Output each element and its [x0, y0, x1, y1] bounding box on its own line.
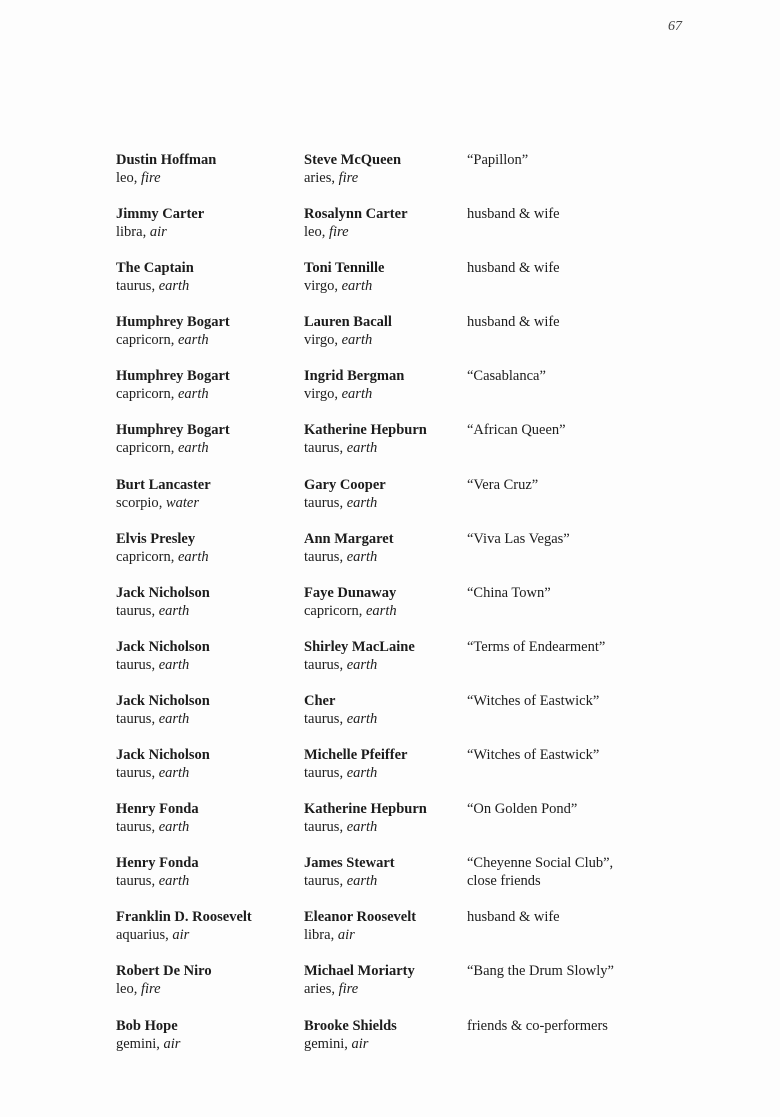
person-two-sign: virgo: [304, 278, 335, 295]
person-one-sign-line: taurus, earth: [116, 602, 190, 619]
person-one-sign-line: gemini, air: [116, 1035, 181, 1052]
person-two: [304, 1017, 464, 1053]
person-two-sign: virgo: [304, 332, 335, 349]
pair-row: [0, 962, 780, 1016]
person-one: [116, 205, 296, 241]
person-one-sign: taurus: [116, 765, 152, 782]
person-one-name: Henry Fonda: [116, 855, 199, 872]
person-two-name: Cher: [304, 692, 336, 709]
page-number: 67: [668, 19, 682, 34]
person-one: [116, 1017, 296, 1053]
person-two: [304, 854, 464, 890]
person-two-sign-line: taurus, earth: [304, 656, 378, 673]
pair-row: [0, 584, 780, 638]
person-two-sign-line: virgo, earth: [304, 278, 373, 295]
person-two-name: Shirley MacLaine: [304, 638, 415, 655]
person-two: [304, 530, 464, 566]
person-two-element: fire: [338, 170, 359, 186]
person-one-sign-line: taurus, earth: [116, 656, 190, 673]
person-one-sign-line: taurus, earth: [116, 710, 190, 727]
person-two-sign-line: gemini, air: [304, 1035, 369, 1052]
person-one-sign-line: capricorn, earth: [116, 548, 209, 565]
person-one-sign-line: taurus, earth: [116, 278, 190, 295]
person-one-sign: taurus: [116, 710, 152, 727]
person-two: [304, 800, 464, 836]
person-one-sign: scorpio: [116, 494, 159, 511]
person-two-name: Steve McQueen: [304, 152, 402, 168]
person-one-element: earth: [158, 765, 190, 782]
person-two-element: air: [337, 927, 355, 944]
relationship-note-line: husband & wife: [467, 260, 560, 277]
person-two-name: Michelle Pfeiffer: [304, 747, 408, 764]
person-one-sign: capricorn: [116, 548, 171, 565]
relationship-note-line: “Viva Las Vegas”: [467, 530, 570, 547]
person-one-sign-line: leo, fire: [116, 170, 161, 186]
relationship-note-line: friends & co-performers: [467, 1017, 608, 1034]
person-two-element: fire: [328, 224, 349, 241]
person-one-sign-line: capricorn, earth: [116, 386, 209, 403]
person-one: [116, 476, 296, 512]
person-two-sign-line: virgo, earth: [304, 386, 373, 403]
person-two-sign: libra: [304, 927, 331, 944]
person-two-sign-line: aries, fire: [304, 981, 359, 998]
person-two-name: Faye Dunaway: [304, 584, 397, 601]
pair-row: [0, 476, 780, 530]
relationship-note: [467, 1017, 767, 1035]
person-two: [304, 205, 464, 241]
person-one-sign: taurus: [116, 278, 152, 295]
person-one-sign: leo: [116, 981, 134, 998]
pair-row: [0, 746, 780, 800]
person-two-element: earth: [346, 494, 378, 511]
relationship-note: [467, 476, 767, 494]
person-one-name: Humphrey Bogart: [116, 368, 230, 385]
person-one-sign: leo: [116, 170, 134, 186]
person-one-sign-line: taurus, earth: [116, 819, 190, 836]
person-two-element: earth: [341, 386, 373, 403]
pair-row: [0, 800, 780, 854]
person-one: [116, 367, 296, 403]
person-two-name: Katherine Hepburn: [304, 422, 427, 439]
person-two-sign-line: taurus, earth: [304, 765, 378, 782]
person-one-sign-line: scorpio, water: [116, 494, 199, 511]
relationship-note-line: “Casablanca”: [467, 368, 546, 385]
person-two-sign: leo: [304, 224, 322, 241]
person-two-sign: taurus: [304, 656, 340, 673]
person-one-name: Humphrey Bogart: [116, 422, 230, 439]
person-two-sign: taurus: [304, 765, 340, 782]
relationship-note-line: “Terms of Endearment”: [467, 638, 606, 655]
relationship-note: [467, 908, 767, 926]
person-one-element: earth: [158, 710, 190, 727]
person-one-sign-line: capricorn, earth: [116, 440, 209, 457]
relationship-note: [467, 530, 767, 548]
person-two-element: earth: [346, 656, 378, 673]
pair-row: [0, 259, 780, 313]
person-two-sign-line: leo, fire: [304, 224, 349, 241]
person-one-sign: libra: [116, 224, 143, 241]
relationship-note: [467, 259, 767, 277]
person-one-name: Jack Nicholson: [116, 584, 210, 601]
person-one-element: water: [165, 494, 199, 511]
person-one-sign: capricorn: [116, 332, 171, 349]
person-two: [304, 151, 464, 187]
person-one-name: Jack Nicholson: [116, 692, 210, 709]
person-one-element: earth: [178, 440, 209, 457]
person-two-name: Eleanor Roosevelt: [304, 909, 417, 926]
person-one: [116, 584, 296, 620]
person-two: [304, 638, 464, 674]
person-one-element: air: [163, 1035, 181, 1052]
person-two-element: earth: [346, 873, 378, 890]
pair-row: [0, 530, 780, 584]
person-one-name: Robert De Niro: [116, 963, 212, 980]
person-one-element: fire: [140, 981, 161, 998]
relationship-note-line: “Witches of Eastwick”: [467, 747, 600, 764]
person-two-name: Ann Margaret: [304, 530, 394, 547]
pairs-list: [0, 151, 780, 1071]
pair-row: [0, 638, 780, 692]
person-one-element: air: [149, 224, 167, 241]
relationship-note: [467, 151, 767, 169]
relationship-note: [467, 205, 767, 223]
pair-row: [0, 908, 780, 962]
person-two-name: Katherine Hepburn: [304, 801, 427, 818]
person-one-name: Henry Fonda: [116, 801, 199, 818]
pair-row: [0, 313, 780, 367]
person-one-sign-line: libra, air: [116, 224, 167, 241]
person-two-sign-line: taurus, earth: [304, 440, 378, 457]
person-one-name: The Captain: [116, 260, 194, 277]
person-two-sign: gemini: [304, 1035, 345, 1052]
person-two-sign: taurus: [304, 873, 340, 890]
person-two-name: Lauren Bacall: [304, 314, 392, 331]
pair-row: [0, 421, 780, 475]
relationship-note: [467, 692, 767, 710]
person-one: [116, 421, 296, 457]
person-one: [116, 151, 296, 187]
relationship-note: [467, 746, 767, 764]
person-two: [304, 259, 464, 295]
person-one-name: Jack Nicholson: [116, 638, 210, 655]
person-one: [116, 259, 296, 295]
person-one-sign: taurus: [116, 656, 152, 673]
person-one-name: Jimmy Carter: [116, 206, 205, 223]
relationship-note: [467, 800, 767, 818]
relationship-note-line: “Bang the Drum Slowly”: [467, 963, 614, 980]
person-one-name: Burt Lancaster: [116, 476, 211, 493]
person-two-element: air: [351, 1035, 369, 1052]
person-one-name: Franklin D. Roosevelt: [116, 909, 252, 926]
person-one-name: Jack Nicholson: [116, 747, 210, 764]
relationship-note: [467, 962, 767, 980]
person-one-element: earth: [158, 278, 190, 295]
person-two-name: Michael Moriarty: [304, 963, 415, 980]
person-one-sign-line: leo, fire: [116, 981, 161, 998]
person-one-element: earth: [158, 602, 190, 619]
person-one: [116, 638, 296, 674]
person-two: [304, 584, 464, 620]
person-one-element: earth: [178, 386, 209, 403]
person-two-name: Gary Cooper: [304, 476, 386, 493]
person-two-name: Brooke Shields: [304, 1017, 397, 1034]
person-two-sign-line: taurus, earth: [304, 494, 378, 511]
person-two: [304, 908, 464, 944]
person-two-name: James Stewart: [304, 855, 395, 872]
person-one: [116, 692, 296, 728]
person-one-sign: capricorn: [116, 386, 171, 403]
person-two: [304, 313, 464, 349]
relationship-note-line: husband & wife: [467, 909, 560, 926]
person-one: [116, 313, 296, 349]
relationship-note-line: husband & wife: [467, 314, 560, 331]
person-two-sign-line: taurus, earth: [304, 873, 378, 890]
person-two-name: Rosalynn Carter: [304, 206, 408, 223]
pair-row: [0, 205, 780, 259]
person-one-element: earth: [158, 873, 190, 890]
person-one-sign-line: taurus, earth: [116, 765, 190, 782]
person-two-element: earth: [346, 710, 378, 727]
person-two-sign-line: taurus, earth: [304, 819, 378, 836]
person-two-sign: aries: [304, 170, 332, 186]
person-two-sign-line: taurus, earth: [304, 710, 378, 727]
person-two: [304, 746, 464, 782]
pair-row: [0, 1017, 780, 1071]
person-two-element: earth: [341, 278, 373, 295]
person-one-sign: taurus: [116, 873, 152, 890]
person-two: [304, 421, 464, 457]
relationship-note-line: “Vera Cruz”: [467, 476, 539, 493]
person-two-element: fire: [338, 981, 359, 998]
person-one-sign: taurus: [116, 602, 152, 619]
person-one-sign-line: aquarius, air: [116, 927, 190, 944]
person-two-sign: aries: [304, 981, 332, 998]
person-one-name: Dustin Hoffman: [116, 152, 217, 168]
person-two-sign: virgo: [304, 386, 335, 403]
person-one: [116, 746, 296, 782]
person-one-name: Humphrey Bogart: [116, 314, 230, 331]
pair-row: [0, 854, 780, 908]
relationship-note: [467, 421, 767, 439]
relationship-note-line: “On Golden Pond”: [467, 801, 578, 818]
relationship-note-line: “African Queen”: [467, 422, 566, 439]
person-two-element: earth: [346, 440, 378, 457]
person-two-element: earth: [346, 819, 378, 836]
person-two-sign: taurus: [304, 548, 340, 565]
person-two-sign: capricorn: [304, 602, 359, 619]
relationship-note-line: “China Town”: [467, 584, 551, 601]
pair-row: [0, 692, 780, 746]
person-two: [304, 692, 464, 728]
relationship-note: [467, 367, 767, 385]
person-one: [116, 800, 296, 836]
person-two-name: Ingrid Bergman: [304, 368, 405, 385]
relationship-note-line: “Cheyenne Social Club”,: [467, 855, 614, 872]
person-one-element: earth: [178, 332, 209, 349]
relationship-note-line: close friends: [467, 873, 541, 890]
person-two-sign: taurus: [304, 819, 340, 836]
person-two: [304, 476, 464, 512]
person-two: [304, 367, 464, 403]
person-two-element: earth: [366, 602, 397, 619]
relationship-note: [467, 313, 767, 331]
pair-row: [0, 367, 780, 421]
person-one-sign: gemini: [116, 1035, 157, 1052]
person-one-element: fire: [140, 170, 161, 186]
person-one: [116, 908, 296, 944]
person-one: [116, 854, 296, 890]
person-one-element: earth: [158, 819, 190, 836]
person-one-sign-line: taurus, earth: [116, 873, 190, 890]
person-two-sign-line: virgo, earth: [304, 332, 373, 349]
person-one-name: Bob Hope: [116, 1017, 178, 1034]
person-one-sign-line: capricorn, earth: [116, 332, 209, 349]
person-two-element: earth: [341, 332, 373, 349]
person-one: [116, 530, 296, 566]
person-two-name: Toni Tennille: [304, 260, 385, 277]
person-two-sign-line: aries, fire: [304, 170, 359, 186]
person-two: [304, 962, 464, 998]
pair-row: [0, 151, 780, 205]
relationship-note: [467, 854, 767, 890]
person-two-sign-line: libra, air: [304, 927, 355, 944]
person-one: [116, 962, 296, 998]
person-one-sign: taurus: [116, 819, 152, 836]
person-one-sign: capricorn: [116, 440, 171, 457]
person-two-sign-line: taurus, earth: [304, 548, 378, 565]
relationship-note: [467, 638, 767, 656]
person-two-element: earth: [346, 765, 378, 782]
person-two-element: earth: [346, 548, 378, 565]
person-two-sign: taurus: [304, 494, 340, 511]
relationship-note-line: husband & wife: [467, 206, 560, 223]
person-two-sign: taurus: [304, 710, 340, 727]
relationship-note-line: “Witches of Eastwick”: [467, 692, 600, 709]
person-one-sign: aquarius: [116, 927, 166, 944]
person-one-name: Elvis Presley: [116, 530, 196, 547]
relationship-note-line: “Papillon”: [467, 152, 529, 168]
person-one-element: earth: [178, 548, 209, 565]
person-one-element: air: [172, 927, 190, 944]
relationship-note: [467, 584, 767, 602]
person-two-sign-line: capricorn, earth: [304, 602, 397, 619]
person-one-element: earth: [158, 656, 190, 673]
person-two-sign: taurus: [304, 440, 340, 457]
